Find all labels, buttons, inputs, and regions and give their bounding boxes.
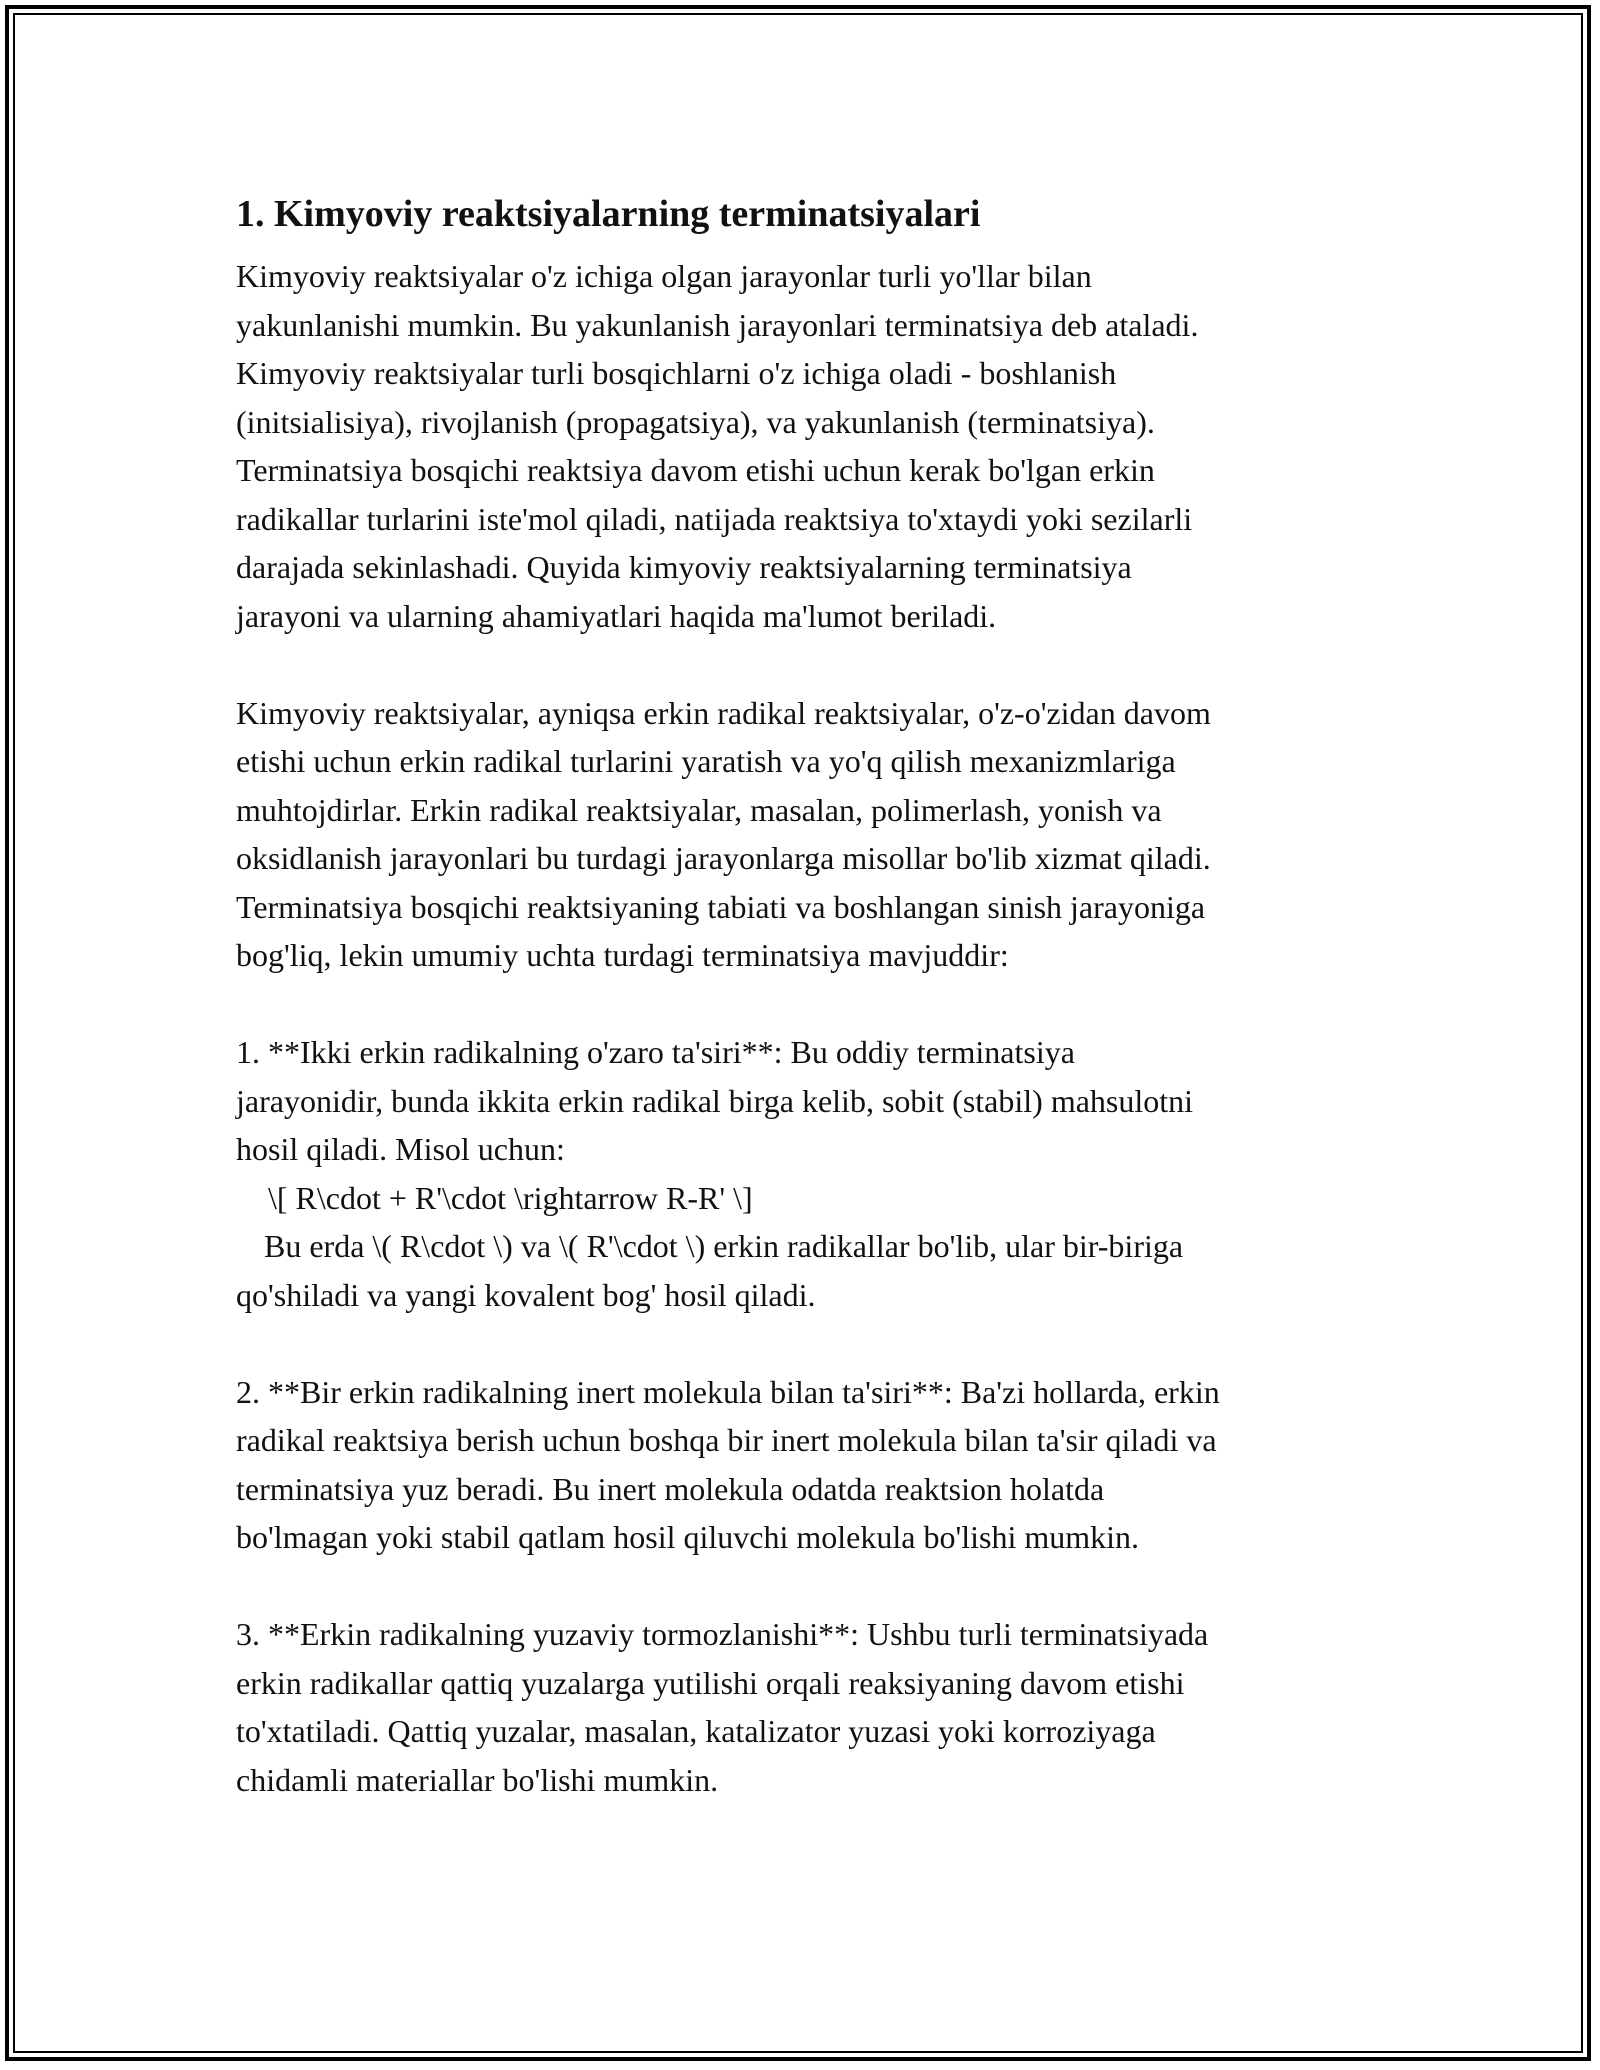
text-line: (initsialisiya), rivojlanish (propagatsiya), va yakunlanish (terminatsiya). [236,403,1155,440]
formula-line: \[ R\cdot + R'\cdot \rightarrow R-R' \] [268,1179,753,1216]
text-line: hosil qiladi. Misol uchun: [236,1131,565,1167]
list-item-2 [236,1368,1376,1562]
text-line: Kimyoviy reaktsiyalar o'z ichiga olgan jarayonlar turli yo'llar bilan [236,258,1092,294]
text-line: Bu erda \( R\cdot \) va \( R'\cdot \) erkin radikallar bo'lib, ular bir-biriga [264,1228,1184,1264]
document-title: 1. Kimyoviy reaktsiyalarning terminatsiyalari [236,193,981,235]
text-line: radikal reaktsiya berish uchun boshqa bir inert molekula bilan ta'sir qiladi va [236,1422,1217,1458]
paragraph-gap [236,1562,1376,1611]
list-item-3 [236,1610,1376,1804]
text-line: to'xtatiladi. Qattiq yuzalar, masalan, katalizator yuzasi yoki korroziyaga [236,1713,1156,1749]
text-line: radikallar turlarini iste'mol qiladi, natijada reaktsiya to'xtaydi yoki sezilarli [236,500,1193,537]
intro-paragraph [236,252,1376,640]
text-line: qo'shiladi va yangi kovalent bog' hosil qiladi. [236,1276,816,1313]
text-line: bog'liq, lekin umumiy uchta turdagi terminatsiya mavjuddir: [236,937,1009,973]
text-line: jarayonidir, bunda ikkita erkin radikal birga kelib, sobit (stabil) mahsulotni [236,1082,1194,1119]
text-line: darajada sekinlashadi. Quyida kimyoviy reaktsiyalarning terminatsiya [236,549,1132,585]
paragraph-gap [236,1319,1376,1368]
text-line: terminatsiya yuz beradi. Bu inert molekula odatda reaktsion holatda [236,1470,1105,1507]
text-line: muhtojdirlar. Erkin radikal reaktsiyalar, masalan, polimerlash, yonish va [236,791,1162,828]
text-line: yakunlanishi mumkin. Bu yakunlanish jarayonlari terminatsiya deb ataladi. [236,306,1199,343]
text-line: chidamli materiallar bo'lishi mumkin. [236,1761,719,1798]
text-line: Kimyoviy reaktsiyalar turli bosqichlarni o'z ichiga oladi - boshlanish [236,355,1117,391]
text-line: bo'lmagan yoki stabil qatlam hosil qiluvchi molekula bo'lishi mumkin. [236,1519,1139,1555]
document-body [236,190,1376,1804]
text-line: etishi uchun erkin radikal turlarini yaratish va yo'q qilish mexanizmlariga [236,743,1176,779]
text-line: Terminatsiya bosqichi reaktsiya davom etishi uchun kerak bo'lgan erkin [236,452,1155,488]
text-line: jarayoni va ularning ahamiyatlari haqida ma'lumot beriladi. [236,597,997,634]
text-line: 1. **Ikki erkin radikalning o'zaro ta'siri**: Bu oddiy terminatsiya [236,1034,1075,1070]
paragraph-gap [236,640,1376,689]
list-item-1 [236,1028,1376,1319]
text-line: Terminatsiya bosqichi reaktsiyaning tabiati va boshlangan sinish jarayoniga [236,888,1206,925]
text-line: 3. **Erkin radikalning yuzaviy tormozlanishi**: Ushbu turli terminatsiyada [236,1616,1209,1652]
second-paragraph [236,689,1376,980]
paragraph-gap [236,980,1376,1029]
text-line: 2. **Bir erkin radikalning inert molekula bilan ta'siri**: Ba'zi hollarda, erkin [236,1373,1220,1410]
text-line: erkin radikallar qattiq yuzalarga yutilishi orqali reaksiyaning davom etishi [236,1664,1185,1701]
text-line: oksidlanish jarayonlari bu turdagi jarayonlarga misollar bo'lib xizmat qiladi. [236,840,1211,876]
text-line: Kimyoviy reaktsiyalar, ayniqsa erkin radikal reaktsiyalar, o'z-o'zidan davom [236,694,1211,731]
